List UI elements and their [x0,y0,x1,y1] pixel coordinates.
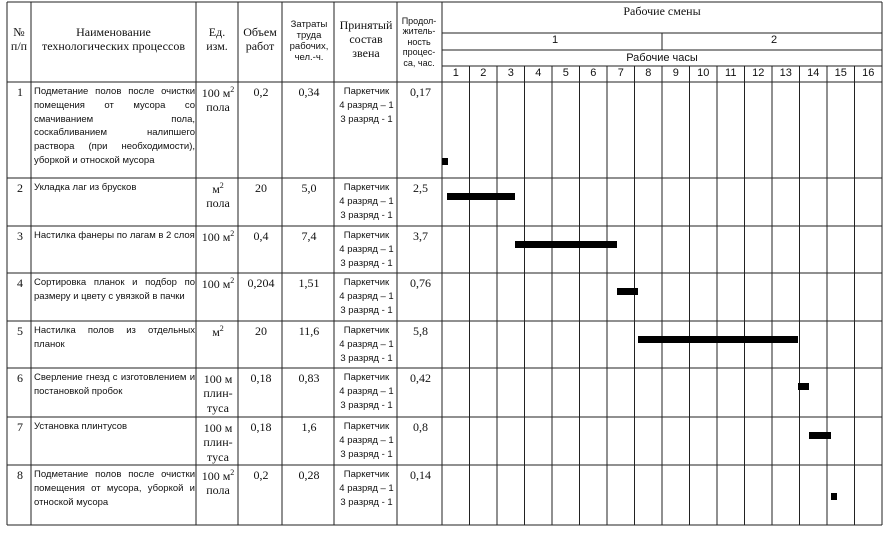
row-duration: 2,5 [413,181,428,195]
row-labor: 5,0 [301,181,317,195]
row-duration: 0,8 [413,420,428,434]
gantt-bar [447,193,516,200]
row-crew [336,468,397,509]
row-unit [198,229,238,244]
row-unit [198,181,238,211]
unit-extra: плин-туса [203,435,233,464]
row-number: 2 [17,181,23,195]
crew-line: 4 разряд – 1 [339,290,394,302]
hour-label: 16 [862,67,875,79]
row-crew [336,324,397,365]
hour-label: 5 [562,67,569,79]
row-process: Подметание полов после очистки помещения от мусора со смачиванием пола, соскабливанием налипшего раствора (при необходимости), уборкой и отноской мусора [34,86,195,166]
unit-extra: пола [206,100,230,115]
header-volume: Объем работ [243,25,277,53]
hour-label: 15 [834,67,847,79]
row-duration: 0,42 [410,371,431,385]
crew-line: 3 разряд - 1 [340,448,393,460]
unit-value: м [212,182,220,196]
hour-label: 4 [535,67,542,79]
row-volume: 0,2 [253,468,269,482]
row-unit [198,371,238,415]
row-process: Подметание полов после очистки помещения от мусора, уборкой и отноской мусора [34,469,195,508]
row-number: 3 [17,229,23,243]
header-num: № п/п [10,25,28,53]
unit-superscript: 2 [230,276,235,285]
crew-line: Паркетчик [343,86,390,97]
header-process: Наименование технологических процессов [41,25,186,53]
row-labor: 0,28 [298,468,320,482]
unit-superscript: 2 [219,181,224,190]
hour-label: 9 [672,67,679,79]
header-duration: Продол-житель-ность процес-са, час. [401,16,437,68]
crew-line: 4 разряд – 1 [339,338,394,350]
row-unit [198,324,238,339]
row-process: Укладка лаг из брусков [34,182,137,193]
row-volume: 0,2 [253,85,269,99]
crew-line: Паркетчик [343,372,390,383]
row-labor: 0,83 [298,371,320,385]
hour-label: 14 [807,67,820,79]
hour-label: 12 [752,67,765,79]
crew-line: 3 разряд - 1 [340,399,393,411]
row-volume: 20 [255,181,267,195]
unit-extra: пола [206,483,230,498]
row-unit [198,85,238,115]
hour-label: 7 [617,67,624,79]
unit-superscript: 2 [230,85,235,94]
crew-line: 4 разряд – 1 [339,434,394,446]
gantt-bar [638,336,798,343]
row-crew [336,371,397,412]
crew-line: 4 разряд – 1 [339,482,394,494]
row-process: Настилка фанеры по лагам в 2 слоя [34,230,195,241]
header-shift-2: 2 [770,34,778,47]
row-process: Сортировка планок и подбор по размеру и цвету с увязкой в пачки [34,277,195,302]
unit-extra: пола [206,196,230,211]
gantt-bar [617,288,638,295]
unit-superscript: 2 [230,468,235,477]
hour-label: 1 [452,67,459,79]
crew-line: 3 разряд - 1 [340,304,393,316]
crew-line: 4 разряд – 1 [339,195,394,207]
row-number: 4 [17,276,23,290]
header-hours-title: Рабочие часы [626,52,698,65]
unit-value: 100 м [201,277,231,291]
row-number: 5 [17,324,23,338]
crew-line: Паркетчик [343,277,390,288]
row-labor: 7,4 [301,229,317,243]
row-process: Установка плинтусов [34,421,128,432]
hour-label: 8 [645,67,652,79]
hour-label: 2 [480,67,487,79]
crew-line: Паркетчик [343,325,390,336]
row-volume: 0,204 [247,276,275,290]
row-duration: 0,17 [410,85,431,99]
hour-label: 11 [725,67,737,79]
crew-line: 3 разряд - 1 [340,257,393,269]
row-labor: 1,6 [301,420,317,434]
row-labor: 1,51 [298,276,320,290]
row-labor: 0,34 [298,85,320,99]
unit-value: 100 м [201,86,231,100]
crew-line: 3 разряд - 1 [340,209,393,221]
row-unit [198,276,238,291]
row-crew [336,181,397,222]
row-crew [336,85,397,126]
crew-line: Паркетчик [343,182,390,193]
row-unit [198,468,238,498]
row-volume: 0,18 [250,420,272,434]
unit-superscript: 2 [230,229,235,238]
header-crew: Принятый состав звена [339,18,393,60]
unit-superscript: 2 [219,324,224,333]
gantt-bar [798,383,810,390]
row-crew [336,229,397,270]
row-duration: 5,8 [413,324,428,338]
gantt-bar [515,241,617,248]
unit-value: 100 м [203,421,233,435]
row-number: 8 [17,468,23,482]
row-crew [336,420,397,461]
header-labor: Затраты труда рабочих, чел.-ч. [289,19,329,63]
row-process: Настилка полов из отдельных планок [34,325,195,350]
crew-line: 3 разряд - 1 [340,113,393,125]
row-number: 7 [17,420,23,434]
crew-line: Паркетчик [343,421,390,432]
crew-line: 3 разряд - 1 [340,496,393,508]
hour-label: 13 [779,67,792,79]
row-duration: 3,7 [413,229,428,243]
gantt-bar [809,432,831,439]
row-number: 1 [17,85,23,99]
crew-line: Паркетчик [343,469,390,480]
hour-label: 3 [507,67,514,79]
row-duration: 0,14 [410,468,431,482]
row-volume: 0,4 [253,229,269,243]
crew-line: 4 разряд – 1 [339,99,394,111]
gantt-bar [442,158,448,165]
row-labor: 11,6 [298,324,320,338]
row-unit [198,420,238,464]
header-shifts: Рабочие смены [623,4,701,19]
crew-line: 3 разряд - 1 [340,352,393,364]
gantt-bar [831,493,837,500]
unit-value: 100 м [201,469,231,483]
header-shift-1: 1 [551,34,559,47]
crew-line: 4 разряд – 1 [339,243,394,255]
row-crew [336,276,397,317]
hour-label: 6 [590,67,597,79]
unit-value: м [212,325,220,339]
row-number: 6 [17,371,23,385]
unit-value: 100 м [201,230,231,244]
unit-value: 100 м [203,372,233,386]
unit-extra: плин-туса [203,386,233,415]
header-unit: Ед. изм. [206,25,228,53]
row-volume: 20 [255,324,267,338]
row-process: Сверление гнезд с изготовлением и постановкой пробок [34,372,195,397]
row-duration: 0,76 [410,276,431,290]
row-volume: 0,18 [250,371,272,385]
crew-line: Паркетчик [343,230,390,241]
hour-label: 10 [697,67,710,79]
crew-line: 4 разряд – 1 [339,385,394,397]
